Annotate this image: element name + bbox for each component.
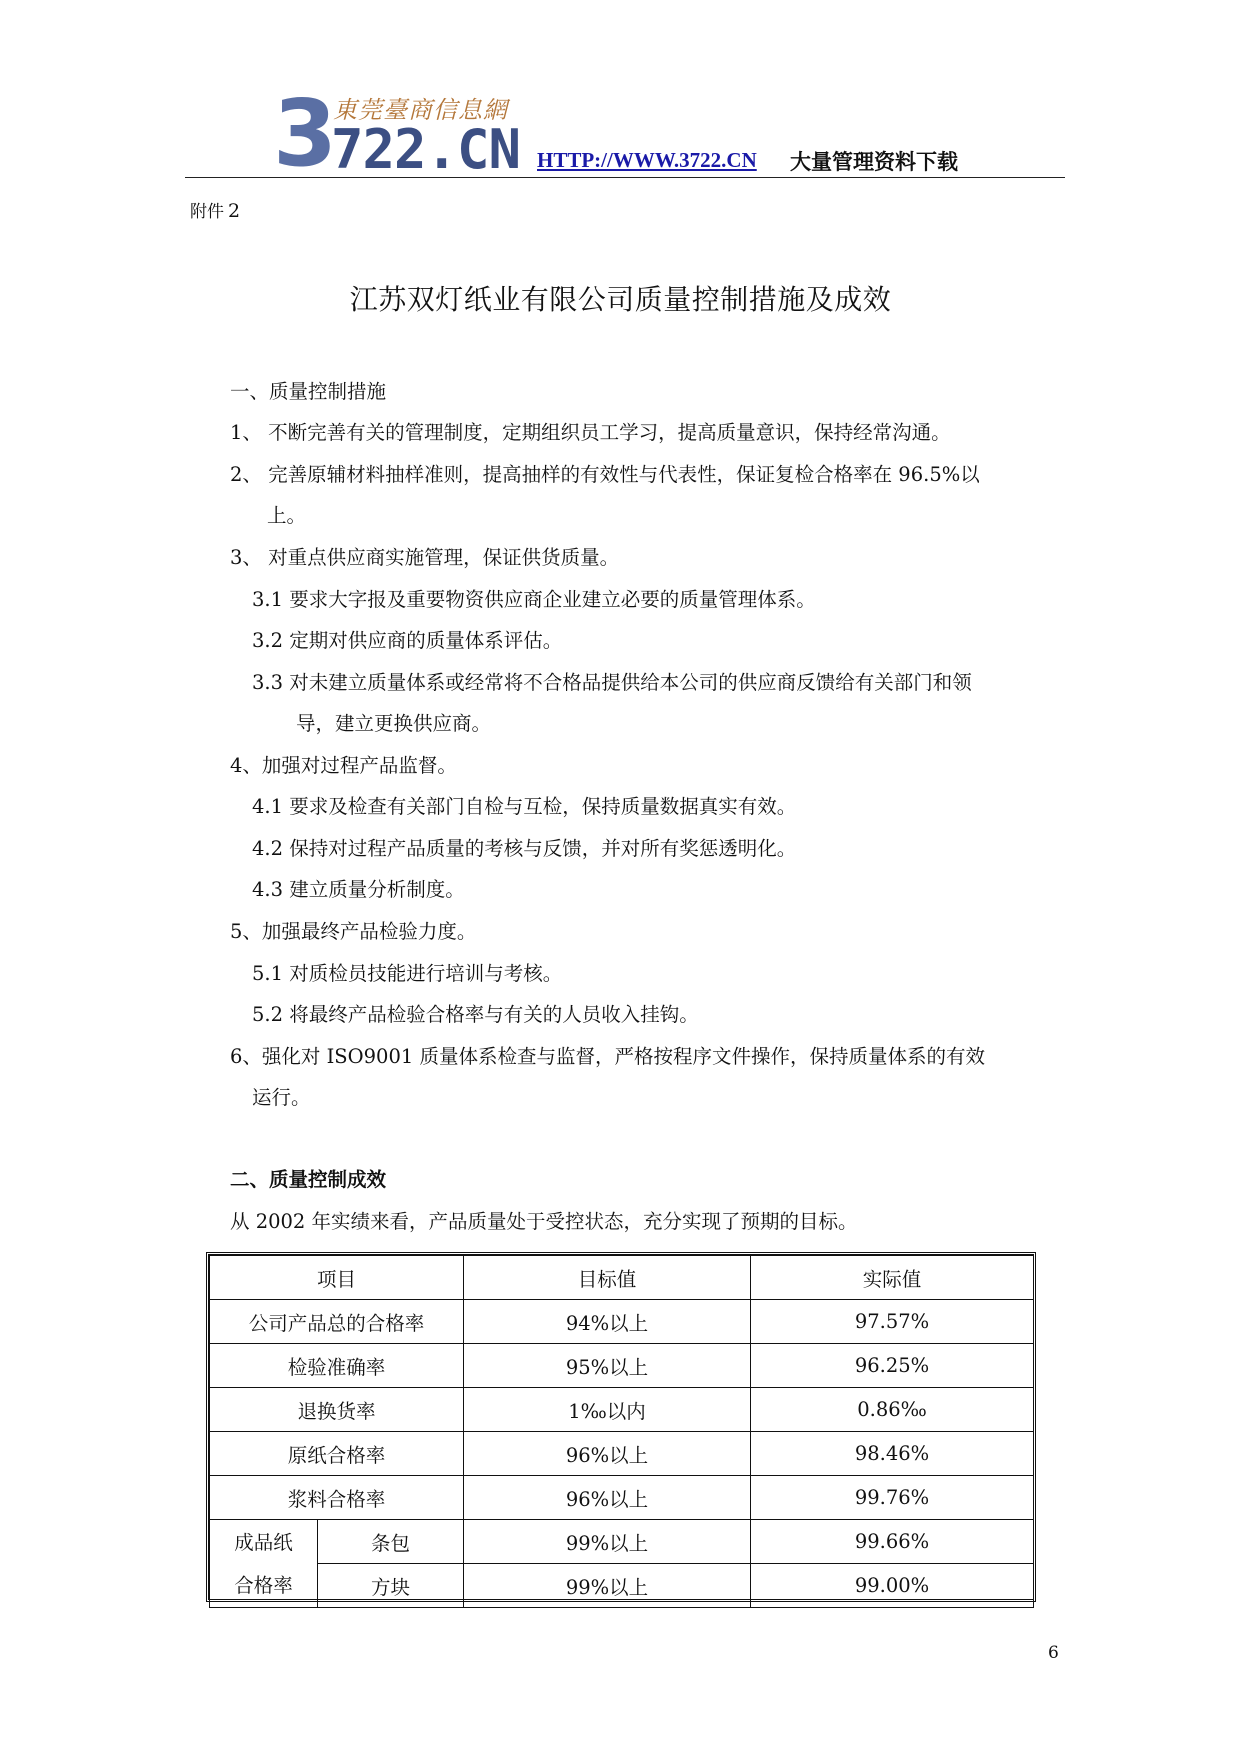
row-actual: 98.46% <box>751 1432 1034 1476</box>
row-actual: 99.76% <box>751 1476 1034 1520</box>
row-item: 条包 <box>318 1520 464 1564</box>
quality-results-table <box>206 1252 1036 1602</box>
row-target: 1‰以内 <box>464 1388 751 1432</box>
results-table <box>209 1255 1034 1608</box>
row-item: 公司产品总的合格率 <box>210 1300 464 1344</box>
paragraph-line: 导，建立更换供应商。 <box>296 712 492 735</box>
column-header-target: 目标值 <box>464 1256 751 1300</box>
paragraph-line: 3、 对重点供应商实施管理，保证供货质量。 <box>230 546 620 569</box>
group-label-line: 合格率 <box>234 1573 293 1597</box>
page-header <box>185 78 1065 187</box>
group-label-line: 成品纸 <box>234 1530 293 1554</box>
row-actual: 99.66% <box>751 1520 1034 1564</box>
row-target: 96%以上 <box>464 1476 751 1520</box>
row-item: 检验准确率 <box>210 1344 464 1388</box>
row-target: 96%以上 <box>464 1432 751 1476</box>
paragraph-line: 2、 完善原辅材料抽样准则，提高抽样的有效性与代表性，保证复检合格率在 96.5%以 <box>230 463 980 486</box>
section-1-heading: 一、质量控制措施 <box>230 380 387 403</box>
logo-digit: 3 <box>273 80 336 187</box>
paragraph-line: 4.1 要求及检查有关部门自检与互检，保持质量数据真实有效。 <box>252 795 797 818</box>
row-actual: 99.00% <box>751 1564 1034 1608</box>
header-divider <box>185 177 1065 178</box>
table-row <box>210 1520 1034 1564</box>
row-item: 浆料合格率 <box>210 1476 464 1520</box>
row-item: 原纸合格率 <box>210 1432 464 1476</box>
table-row <box>210 1564 1034 1608</box>
attachment-label <box>190 197 240 222</box>
attachment-number: 2 <box>228 200 241 222</box>
logo-site-name: 東莞臺商信息網 <box>333 96 508 124</box>
paragraph-line: 4.3 建立质量分析制度。 <box>252 878 465 901</box>
paragraph-line: 3.1 要求大字报及重要物资供应商企业建立必要的质量管理体系。 <box>252 588 816 611</box>
paragraph-line: 4、加强对过程产品监督。 <box>230 754 457 777</box>
row-target: 95%以上 <box>464 1344 751 1388</box>
column-header-item: 项目 <box>210 1256 464 1300</box>
table-row <box>210 1388 1034 1432</box>
attachment-text: 附件 <box>190 202 224 222</box>
logo-domain: 722.CN <box>331 118 521 181</box>
row-item: 方块 <box>318 1564 464 1608</box>
paragraph-line: 4.2 保持对过程产品质量的考核与反馈，并对所有奖惩透明化。 <box>252 837 797 860</box>
paragraph-line: 5、加强最终产品检验力度。 <box>230 920 477 943</box>
table-row <box>210 1476 1034 1520</box>
table-row <box>210 1344 1034 1388</box>
table-header-row <box>210 1256 1034 1300</box>
paragraph-line: 6、强化对 ISO9001 质量体系检查与监督，严格按程序文件操作，保持质量体系的有效 <box>230 1045 985 1068</box>
paragraph-line: 上。 <box>267 504 307 527</box>
row-target: 99%以上 <box>464 1564 751 1608</box>
paragraph-line: 1、 不断完善有关的管理制度，定期组织员工学习，提高质量意识，保持经常沟通。 <box>230 421 951 444</box>
site-url-link[interactable]: HTTP://WWW.3722.CN <box>537 148 757 172</box>
table-row <box>210 1432 1034 1476</box>
row-actual: 96.25% <box>751 1344 1034 1388</box>
row-item: 退换货率 <box>210 1388 464 1432</box>
section-2-heading: 二、质量控制成效 <box>230 1168 387 1191</box>
table-row <box>210 1300 1034 1344</box>
page-number: 6 <box>1048 1643 1059 1663</box>
header-slogan: 大量管理资料下载 <box>790 150 958 174</box>
row-actual: 97.57% <box>751 1300 1034 1344</box>
paragraph-line: 3.3 对未建立质量体系或经常将不合格品提供给本公司的供应商反馈给有关部门和领 <box>252 671 972 694</box>
paragraph-line: 5.2 将最终产品检验合格率与有关的人员收入挂钩。 <box>252 1003 699 1026</box>
row-target: 94%以上 <box>464 1300 751 1344</box>
paragraph-line: 运行。 <box>252 1086 311 1109</box>
column-header-actual: 实际值 <box>751 1256 1034 1300</box>
paragraph-line: 5.1 对质检员技能进行培训与考核。 <box>252 962 563 985</box>
document-title: 江苏双灯纸业有限公司质量控制措施及成效 <box>349 283 892 316</box>
row-target: 99%以上 <box>464 1520 751 1564</box>
section-2-intro: 从 2002 年实绩来看，产品质量处于受控状态，充分实现了预期的目标。 <box>230 1210 858 1233</box>
row-actual: 0.86‰ <box>751 1388 1034 1432</box>
paragraph-line: 3.2 定期对供应商的质量体系评估。 <box>252 629 563 652</box>
group-label <box>210 1520 318 1608</box>
